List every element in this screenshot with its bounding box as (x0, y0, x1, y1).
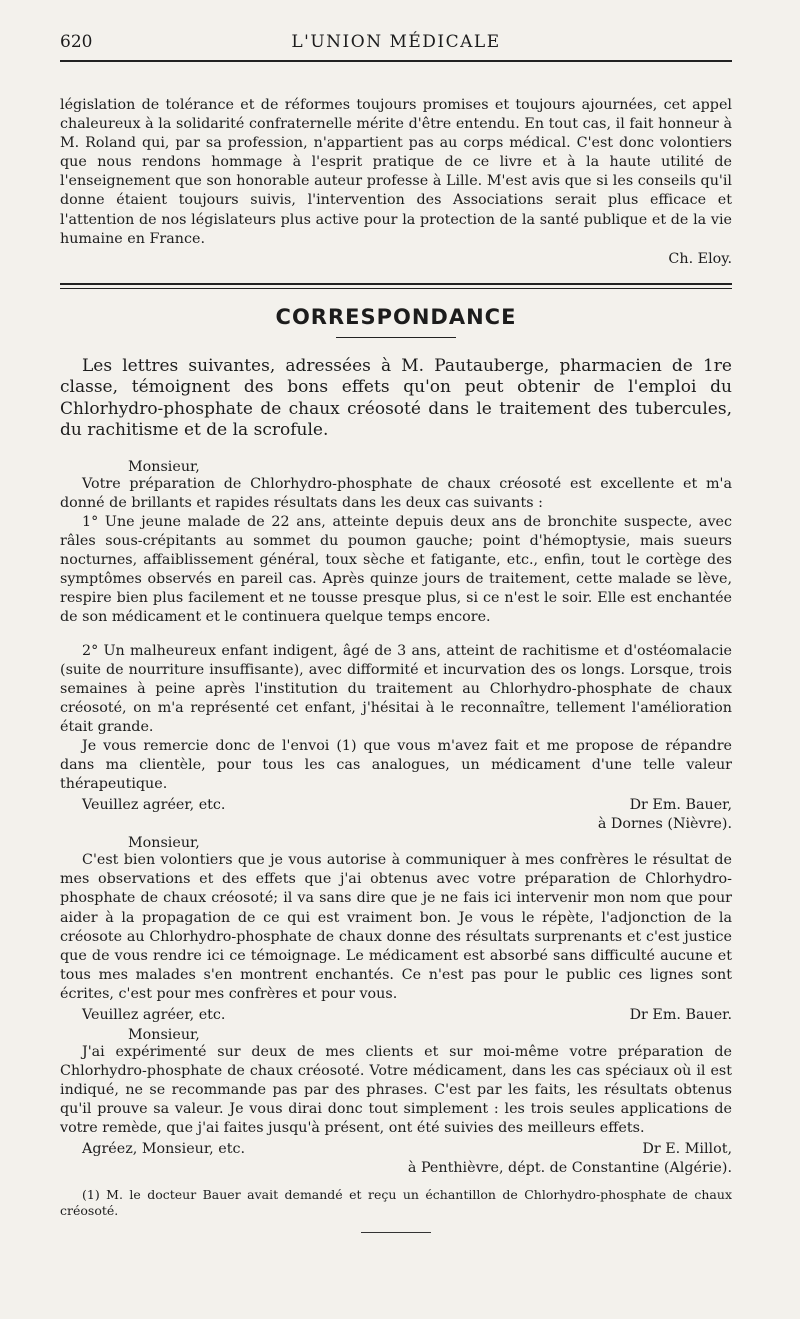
bottom-rule (361, 1232, 431, 1233)
letter1-salutation: Monsieur, (128, 458, 200, 475)
letter3-paragraph-1: J'ai expérimenté sur deux de mes clients et sur moi-même votre préparation de Chlorhydro-phosphate de chaux créosoté. Votre médicament, dans les cas spéciaux où il est indiqué, ne se recommande pas par des phrases. C'est par les faits, les résultats obtenus qu'il prouve sa valeur. Je vous dirai donc tout simplement : les trois seules applications de votre remède, que j'ai faites jusqu'à présent, ont été suivies des meilleurs effets. (60, 1044, 732, 1137)
letter1-closing: Veuillez agréer, etc. (82, 797, 226, 814)
section-title: CORRESPONDANCE (275, 304, 517, 329)
lead-paragraph: Les lettres suivantes, adressées à M. Pautauberge, pharmacien de 1re classe, témoignent des bons effets qu'on peut obtenir de l'emploi du Chlorhydro-phosphate de chaux créosoté dans le traitement des tubercules, du rachitisme et de la scrofule. (60, 355, 732, 441)
letter2-closing: Veuillez agréer, etc. (82, 1007, 226, 1023)
title-rule (336, 337, 456, 338)
letter1-location: à Dornes (Nièvre). (597, 816, 732, 833)
letter1-paragraph-1: Votre préparation de Chlorhydro-phosphate de chaux créosoté est excellente et m'a donné de brillants et rapides résultats dans les deux cas suivants : (60, 475, 732, 511)
letter2-paragraph-1: C'est bien volontiers que je vous autorise à communiquer à mes confrères le résultat de mes observations et des effets que j'ai obtenus avec votre préparation de Chlorhydro-phosphate de chaux créosoté; il va sans dire que je ne fais ici intervenir mon nom que pour aider à la propagation de ce qui est vraiment bon. Je vous le répète, l'adjonction de la créosote au Chlorhydro-phosphate de chaux donne des résultats surprenants et c'est justice que de vous rendre ici ce témoignage. Le médicament est absorbé sans difficulté aucune et tous mes malades s'en montrent enchantés. Ce n'est pas pour le public ces lignes sont écrites, c'est pour mes confrères et pour vous. (60, 852, 732, 1002)
letter1-signer: Dr Em. Bauer, (629, 797, 732, 814)
running-head: L'UNION MÉDICALE (291, 32, 501, 52)
section-divider (60, 283, 732, 289)
footnote: (1) M. le docteur Bauer avait demandé et reçu un échantillon de Chlorhydro-phosphate de chaux créosoté. (60, 1187, 732, 1219)
letter2-salutation: Monsieur, (128, 835, 200, 852)
page-number: 620 (60, 32, 93, 52)
letter3-location: à Penthièvre, dépt. de Constantine (Algérie). (407, 1160, 732, 1177)
letter1-paragraph-2: 1° Une jeune malade de 22 ans, atteinte depuis deux ans de bronchite suspecte, avec râles sous-crépitants au sommet du poumon gauche; point d'hémoptysie, mais sueurs nocturnes, affaiblissement général, toux sèche et fatigante, etc., enfin, tout le cortège des symptômes observés en pareil cas. Après quinze jours de traitement, cette malade se lève, respire bien plus facilement et ne tousse presque plus, si ce n'est le soir. Elle est enchantée de son médicament et le continuera quelque temps encore. (60, 513, 732, 626)
letter3-closing: Agréez, Monsieur, etc. (82, 1141, 245, 1158)
letter1-closing-line (60, 796, 732, 815)
intro-signature: Ch. Eloy. (668, 250, 732, 267)
letter3-closing-line (60, 1140, 732, 1159)
letter1-paragraph-4: Je vous remercie donc de l'envoi (1) que vous m'avez fait et me propose de répandre dans ma clientèle, pour tous les cas analogues, un médicament d'une telle valeur thérapeutique. (60, 737, 732, 793)
letter1-paragraph-3: 2° Un malheureux enfant indigent, âgé de 3 ans, atteint de rachitisme et d'ostéomalacie (suite de nourriture insuffisante), avec difformité et incurvation des os longs. Lorsque, trois semaines à peine après l'institution du traitement au Chlorhydro-phosphate de chaux créosoté, on m'a représenté cet enfant, j'hésitai à le reconnaître, tellement l'amélioration était grande. (60, 642, 732, 735)
letter2-closing-line (60, 1006, 732, 1025)
letter2-signer: Dr Em. Bauer. (629, 1007, 732, 1023)
page-header (60, 22, 732, 62)
letter3-signer: Dr E. Millot, (642, 1141, 732, 1158)
letter3-salutation: Monsieur, (128, 1027, 200, 1043)
document-page (60, 22, 732, 1233)
intro-paragraph: législation de tolérance et de réformes toujours promises et toujours ajournées, cet appel chaleureux à la solidarité confraternelle mérite d'être entendu. En tout cas, il fait honneur à M. Roland qui, par sa profession, n'appartient pas au corps médical. C'est donc volontiers que nous rendons hommage à l'esprit pratique de ce livre et à la haute utilité de l'enseignement que son honorable auteur professe à Lille. M'est avis que si les conseils qu'il donne étaient toujours suivis, l'intervention des Associations serait plus efficace et l'attention de nos législateurs plus active pour la protection de la santé publique et de la vie humaine en France. (60, 97, 732, 247)
